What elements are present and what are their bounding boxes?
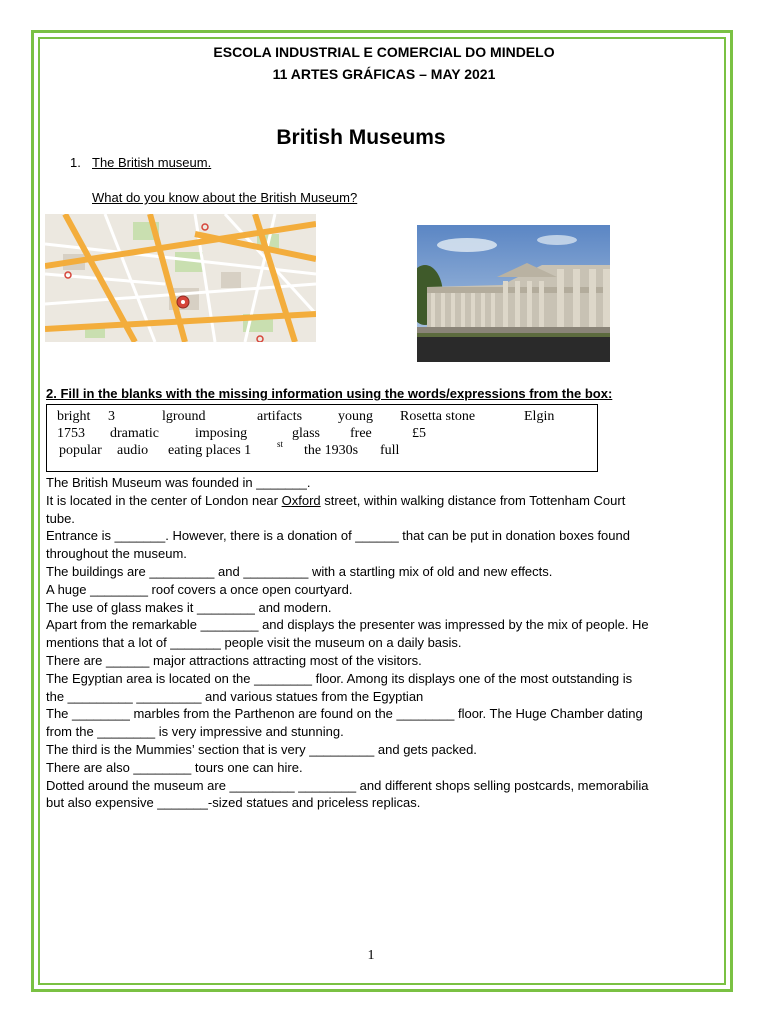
exercise-line: tube. bbox=[46, 510, 75, 526]
exercise-line: but also expensive _______-sized statues and priceless replicas. bbox=[46, 795, 421, 811]
word-item: audio bbox=[117, 443, 149, 458]
exercise-line: the _________ _________ and various statues from the Egyptian bbox=[46, 688, 424, 704]
word-box-row-2 bbox=[47, 426, 597, 442]
exercise-line: throughout the museum. bbox=[46, 546, 187, 562]
london-map-image bbox=[45, 214, 316, 342]
word-item: bright bbox=[57, 409, 91, 424]
word-item: imposing bbox=[195, 426, 248, 441]
exercise-line: Entrance is _______. However, there is a donation of ______ that can be put in donation boxes found bbox=[46, 528, 630, 544]
exercise-line: from the ________ is very impressive and stunning. bbox=[46, 724, 344, 740]
word-item: eating places 1 bbox=[168, 443, 252, 458]
word-box-row-3 bbox=[47, 439, 597, 459]
exercise-text-span: It is located in the center of London near bbox=[46, 492, 282, 508]
word-item: glass bbox=[292, 426, 320, 441]
word-item: free bbox=[350, 426, 372, 441]
word-item: full bbox=[380, 443, 400, 458]
exercise-line: The third is the Mummies’ section that is very _________ and gets packed. bbox=[46, 741, 477, 757]
exercise-text-span: street, within walking distance from Tottenham Court bbox=[320, 492, 626, 508]
class-date: 11 ARTES GRÁFICAS – MAY 2021 bbox=[272, 66, 496, 82]
exercise-line: mentions that a lot of _______ people visit the museum on a daily basis. bbox=[46, 635, 462, 651]
word-item: popular bbox=[59, 443, 102, 458]
word-item: 1753 bbox=[57, 426, 85, 441]
word-item: the 1930s bbox=[304, 443, 359, 458]
exercise-line: There are also ________ tours one can hire. bbox=[46, 759, 303, 775]
page-title: British Museums bbox=[276, 126, 446, 149]
word-item: Elgin bbox=[524, 409, 555, 424]
exercise-line bbox=[46, 492, 706, 510]
exercise-line: A huge ________ roof covers a once open courtyard. bbox=[46, 581, 353, 597]
word-item: young bbox=[338, 409, 373, 424]
section2-heading: 2. Fill in the blanks with the missing information using the words/expressions from the box: bbox=[46, 386, 613, 401]
exercise-line: The Egyptian area is located on the ________ floor. Among its displays one of the most outstanding is bbox=[46, 670, 633, 686]
map-pin-icon bbox=[177, 296, 189, 308]
word-box-row-1 bbox=[47, 409, 597, 425]
exercise-line: The British Museum was founded in _______. bbox=[46, 475, 311, 490]
word-item: 3 bbox=[108, 409, 115, 424]
section1-heading bbox=[70, 155, 211, 170]
exercise-line: The use of glass makes it ________ and modern. bbox=[46, 599, 332, 615]
exercise-line: Apart from the remarkable ________ and displays the presenter was impressed by the mix of people. He bbox=[46, 617, 649, 633]
exercise-line: The ________ marbles from the Parthenon are found on the ________ floor. The Huge Chamber dating bbox=[46, 706, 643, 722]
exercise-line: The buildings are _________ and _________ with a startling mix of old and new effects. bbox=[46, 563, 553, 579]
school-name: ESCOLA INDUSTRIAL E COMERCIAL DO MINDELO bbox=[213, 44, 555, 60]
word-box bbox=[46, 404, 598, 472]
british-museum-photo bbox=[417, 225, 610, 362]
word-item-superscript: st bbox=[277, 439, 284, 449]
word-item: lground bbox=[162, 409, 206, 424]
word-item: dramatic bbox=[110, 426, 159, 441]
exercise-line: There are ______ major attractions attracting most of the visitors. bbox=[46, 652, 422, 668]
exercise-text bbox=[46, 474, 706, 812]
oxford-underlined: Oxford bbox=[281, 492, 321, 508]
word-item: Rosetta stone bbox=[400, 409, 476, 424]
page-number: 1 bbox=[367, 948, 375, 963]
word-item: artifacts bbox=[257, 409, 303, 424]
section1-title: The British museum. bbox=[92, 155, 212, 170]
section1-number: 1. bbox=[70, 155, 81, 170]
word-item: £5 bbox=[412, 426, 426, 441]
section1-question: What do you know about the British Museum? bbox=[92, 190, 358, 205]
exercise-line: Dotted around the museum are _________ ________ and different shops selling postcards, memorabilia bbox=[46, 777, 649, 793]
